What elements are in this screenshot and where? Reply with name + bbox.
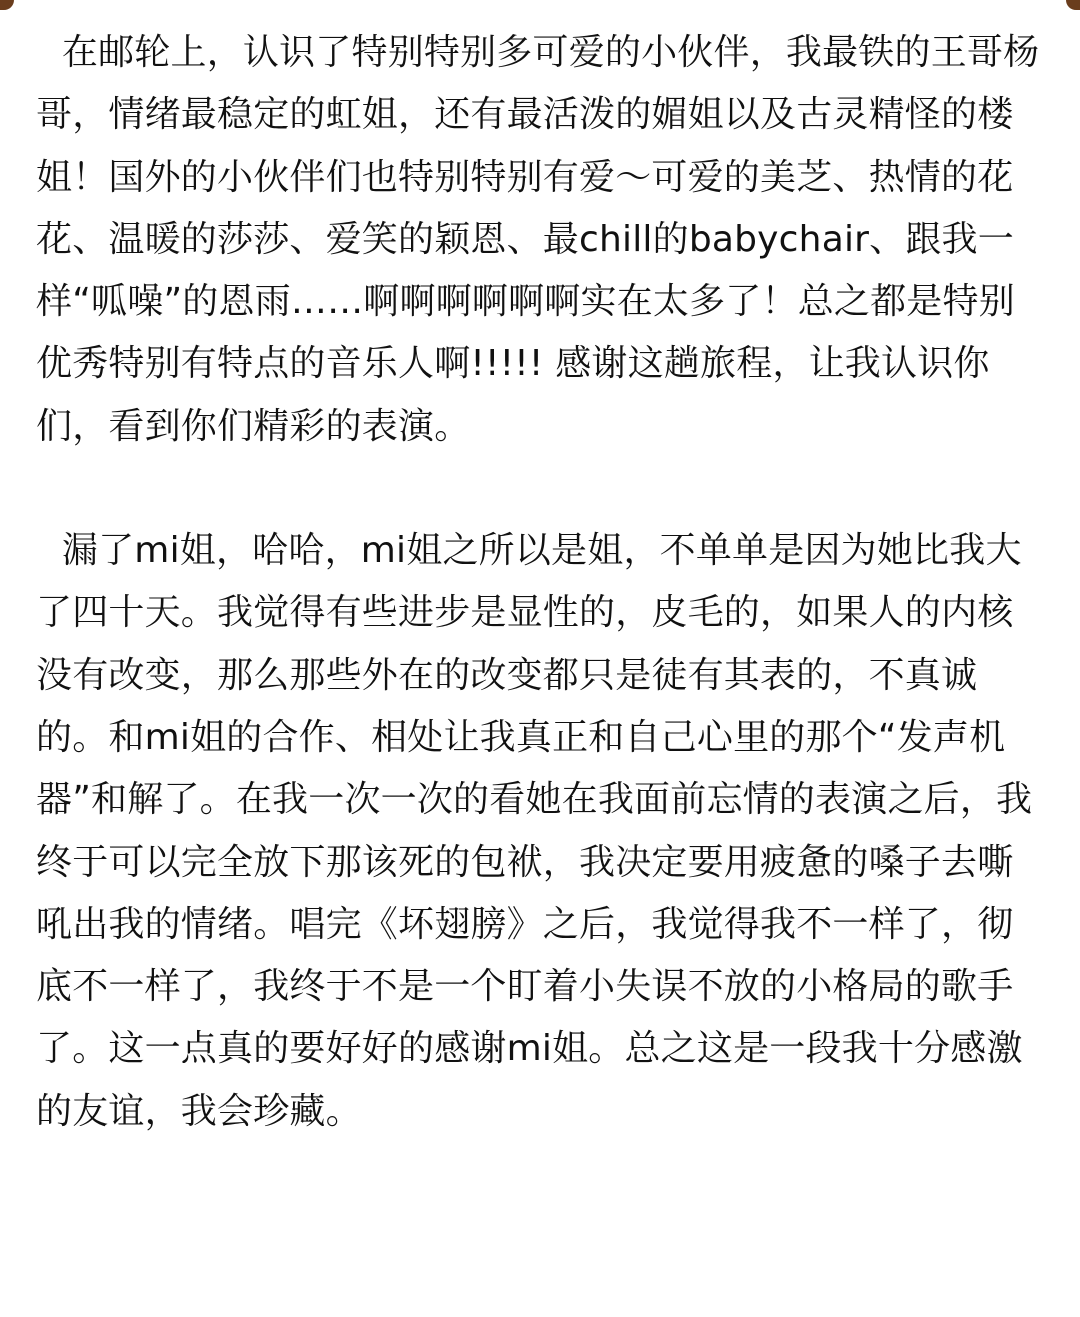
paragraph-cruise-friends: 在邮轮上，认识了特别特别多可爱的小伙伴，我最铁的王哥杨哥，情绪最稳定的虹姐，还有最活泼的媚姐以及古灵精怪的楼姐！国外的小伙伴们也特别特别有爱～可爱的美芝、热情的花花、温暖的莎莎、爱笑的颖恩、最chill的babychair、跟我一样“呱噪”的恩雨……啊啊啊啊啊啊实在太多了！总之都是特别优秀特别有特点的音乐人啊!!!!! 感谢这趟旅程，让我认识你们，看到你们精彩的表演。 [36, 32, 1040, 447]
top-right-corner-mark [1066, 0, 1080, 10]
article-text [36, 22, 1042, 1143]
top-left-corner-mark [0, 0, 14, 10]
paragraph-mi-sister: 漏了mi姐，哈哈，mi姐之所以是姐，不单单是因为她比我大了四十天。我觉得有些进步是显性的，皮毛的，如果人的内核没有改变，那么那些外在的改变都只是徒有其表的，不真诚的。和mi姐的合作、相处让我真正和自己心里的那个“发声机器”和解了。在我一次一次的看她在我面前忘情的表演之后，我终于可以完全放下那该死的包袱，我决定要用疲惫的嗓子去嘶吼出我的情绪。唱完《坏翅膀》之后，我觉得我不一样了，彻底不一样了，我终于不是一个盯着小失误不放的小格局的歌手了。这一点真的要好好的感谢mi姐。总之这是一段我十分感激的友谊，我会珍藏。 [36, 530, 1033, 1132]
